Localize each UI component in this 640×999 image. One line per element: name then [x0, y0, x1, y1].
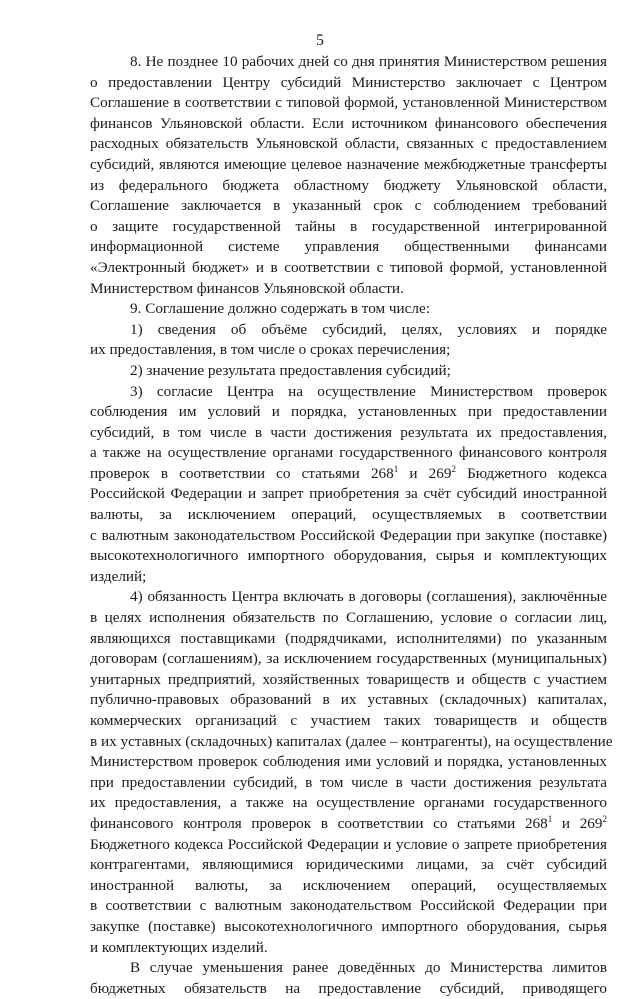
- text-line: В случае уменьшения ранее доведённых до Министерства лимитов: [130, 959, 607, 977]
- text-line: информационной системе управления общественными финансами: [90, 238, 607, 256]
- page-number: 5: [316, 32, 324, 49]
- text-line: бюджетных обязательств на предоставление субсидий, приводящего: [90, 979, 607, 997]
- text-line: о защите государственной тайны в государственной интегрированной: [90, 217, 607, 235]
- text-line: публично-правовых образований в их уставных (складочных) капиталах,: [90, 691, 607, 709]
- text-line: о предоставлении Центру субсидий Министерство заключает с Центром: [90, 73, 607, 91]
- text-line: соблюдения им условий и порядка, установленных при предоставлении: [90, 403, 607, 421]
- text-line: субсидий, в том числе в части достижения результата их предоставления,: [90, 423, 607, 441]
- text-line: проверок в соответствии со статьями $268^1$ и $269^2$ Бюджетного кодекса: [90, 463, 607, 482]
- text-line: 4) обязанность Центра включать в договоры (соглашения), заключённые: [130, 588, 607, 606]
- text-line: договорам (соглашениям), за исключением государственных (муниципальных): [90, 650, 607, 668]
- text-line: высокотехнологичного импортного оборудования, сырья и комплектующих: [90, 547, 607, 565]
- text-line: контрагентами, являющимися юридическими лицами, за счёт субсидий: [90, 856, 607, 874]
- text-line: «Электронный бюджет» и в соответствии с типовой формой, установленной: [90, 258, 607, 276]
- text-line: в их уставных (складочных) капиталах (далее – контрагенты), на осуществление: [90, 732, 613, 750]
- text-line: 1) сведения об объёме субсидий, целях, условиях и порядке: [130, 320, 607, 338]
- text-line: расходных обязательств Ульяновской области, связанных с предоставлением: [90, 135, 607, 153]
- text-line: финансового контроля проверок в соответствии со статьями $268^1$ и $269^2$: [90, 813, 607, 832]
- text-line: их предоставления, а также на осуществление органами государственного: [90, 794, 607, 812]
- text-line: Бюджетного кодекса Российской Федерации и условие о запрете приобретения: [90, 835, 607, 853]
- text-line: их предоставления, в том числе о сроках перечисления;: [90, 341, 451, 359]
- text-line: Министерством финансов Ульяновской области.: [90, 279, 404, 297]
- text-line: из федерального бюджета областному бюджету Ульяновской области,: [90, 176, 607, 194]
- text-line: в целях исполнения обязательств по Соглашению, условие о согласии лиц,: [90, 609, 607, 627]
- text-line: 3) согласие Центра на осуществление Министерством проверок: [130, 382, 607, 400]
- text-line: валюты, за исключением операций, осуществляемых в соответствии: [90, 506, 607, 524]
- text-line: финансов Ульяновской области. Если источником финансового обеспечения: [90, 114, 607, 132]
- text-line: коммерческих организаций с участием таких товариществ и обществ: [90, 712, 607, 729]
- text-line: унитарных предприятий, хозяйственных товариществ и обществ с участием: [90, 670, 607, 688]
- text-line: Российской Федерации и запрет приобретения за счёт субсидий иностранной: [90, 485, 607, 503]
- text-line: и комплектующих изделий.: [90, 938, 268, 956]
- text-line: закупке (поставке) высокотехнологичного импортного оборудования, сырья: [90, 917, 607, 935]
- text-line: в соответствии с валютным законодательством Российской Федерации при: [90, 897, 607, 915]
- text-line: 2) значение результата предоставления субсидий;: [130, 361, 451, 379]
- text-line: изделий;: [90, 567, 147, 585]
- text-line: а также на осуществление органами государственного финансового контроля: [90, 444, 607, 462]
- text-line: иностранной валюты, за исключением операций, осуществляемых: [90, 876, 607, 894]
- text-line: с валютным законодательством Российской Федерации при закупке (поставке): [90, 526, 607, 544]
- text-line: Соглашение заключается в указанный срок с соблюдением требований: [90, 197, 607, 215]
- text-line: являющихся поставщиками (подрядчиками, исполнителями) по указанным: [90, 629, 607, 647]
- text-line: 8. Не позднее 10 рабочих дней со дня принятия Министерством решения: [130, 53, 607, 70]
- document-body: [90, 52, 613, 999]
- text-line: 9. Соглашение должно содержать в том числе:: [130, 300, 430, 318]
- text-line: Министерством проверок соблюдения ими условий и порядка, установленных: [90, 753, 607, 771]
- text-line: Соглашение в соответствии с типовой формой, установленной Министерством: [90, 94, 607, 112]
- text-line: при предоставлении субсидий, в том числе в части достижения результата: [90, 773, 607, 791]
- text-line: субсидий, являются имеющие целевое назначение межбюджетные трансферты: [90, 155, 607, 173]
